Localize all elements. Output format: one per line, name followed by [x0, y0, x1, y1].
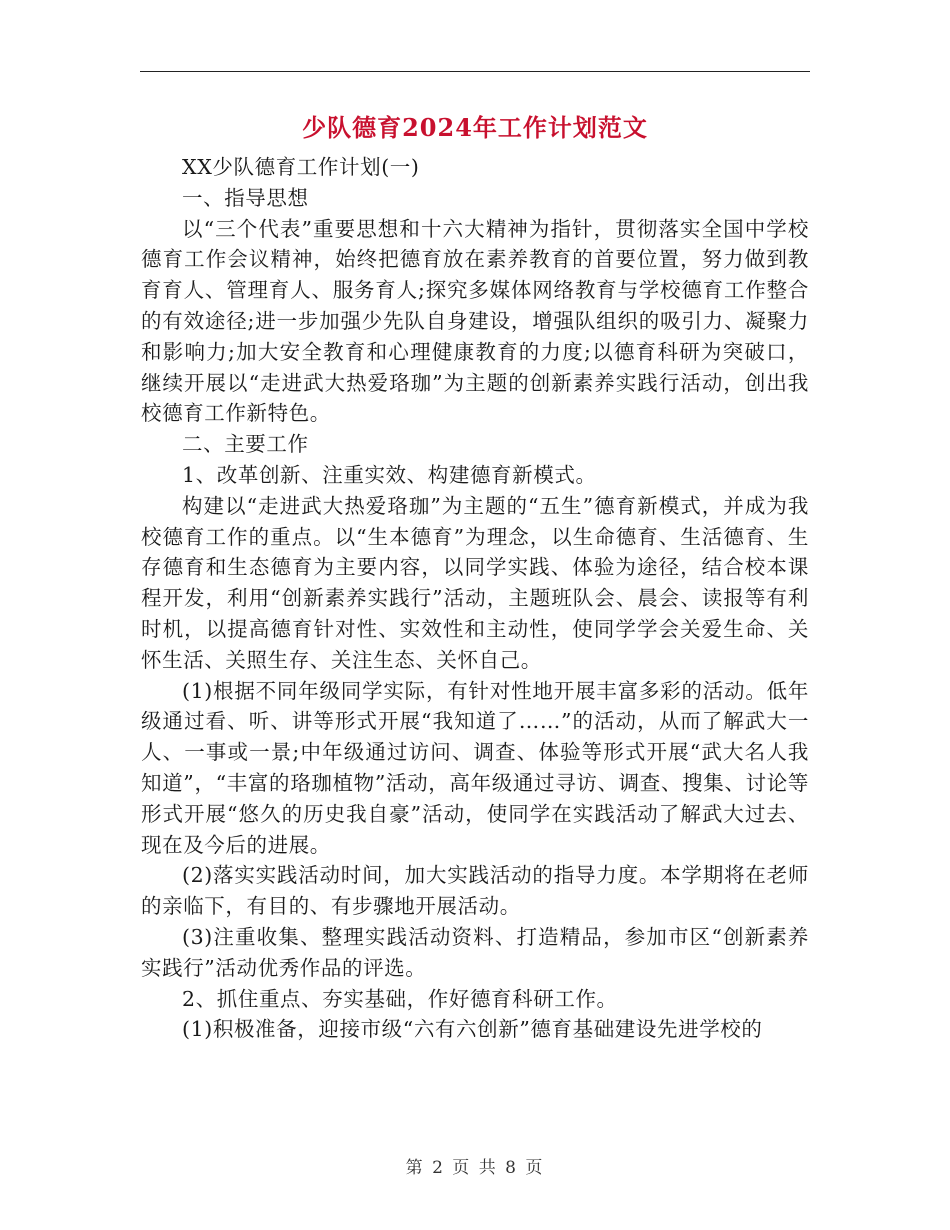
header-rule: [140, 71, 810, 72]
paragraph-guiding-ideology: 以“三个代表”重要思想和十六大精神为指针，贯彻落实全国中学校德育工作会议精神，始终把德育放在素养教育的首要位置，努力做到教育育人、管理育人、服务育人;探究多媒体网络教育与学校德育工作整合的有效途径;进一步加强少先队自身建设，增强队组织的吸引力、凝聚力和影响力;加大安全教育和心理健康教育的力度;以德育科研为突破口，继续开展以“走进武大热爱珞珈”为主题的创新素养实践行活动，创出我校德育工作新特色。: [141, 216, 809, 426]
page-number: 第 2 页 共 8 页: [405, 1158, 545, 1178]
section-heading-plan: XX少队德育工作计划(一): [182, 155, 420, 179]
subheading-research: 2、抓住重点、夯实基础，作好德育科研工作。: [182, 986, 618, 1011]
section-heading-guiding-ideology: 一、指导思想: [182, 185, 309, 210]
paragraph-item-3: (3)注重收集、整理实践活动资料、打造精品，参加市区“创新素养实践行”活动优秀作品的评选。: [141, 924, 809, 980]
document-body: [141, 152, 809, 1045]
document-title: 少队德育2024年工作计划范文: [302, 113, 648, 142]
paragraph-model: 构建以“走进武大热爱珞珈”为主题的“五生”德育新模式，并成为我校德育工作的重点。以“生本德育”为理念，以生命德育、生活德育、生存德育和生态德育为主要内容，以同学实践、体验为途径，结合校本课程开发，利用“创新素养实践行”活动，主题班队会、晨会、读报等有利时机，以提高德育针对性、实效性和主动性，使同学学会关爱生命、关怀生活、关照生存、关注生态、关怀自己。: [141, 493, 809, 672]
paragraph-research-item-1: (1)积极准备，迎接市级“六有六创新”德育基础建设先进学校的: [182, 1017, 763, 1042]
paragraph-item-1: (1)根据不同年级同学实际，有针对性地开展丰富多彩的活动。低年级通过看、听、讲等形式开展“我知道了……”的活动，从而了解武大一人、一事或一景;中年级通过访问、调查、体验等形式开展“武大名人我知道”，“丰富的珞珈植物”活动，高年级通过寻访、调查、搜集、讨论等形式开展“悠久的历史我自豪”活动，使同学在实践活动了解武大过去、现在及今后的进展。: [141, 678, 809, 857]
section-heading-main-work: 二、主要工作: [182, 432, 309, 457]
subheading-reform: 1、改革创新、注重实效、构建德育新模式。: [182, 462, 597, 487]
paragraph-item-2: (2)落实实践活动时间，加大实践活动的指导力度。本学期将在老师的亲临下，有目的、有步骤地开展活动。: [141, 863, 809, 919]
